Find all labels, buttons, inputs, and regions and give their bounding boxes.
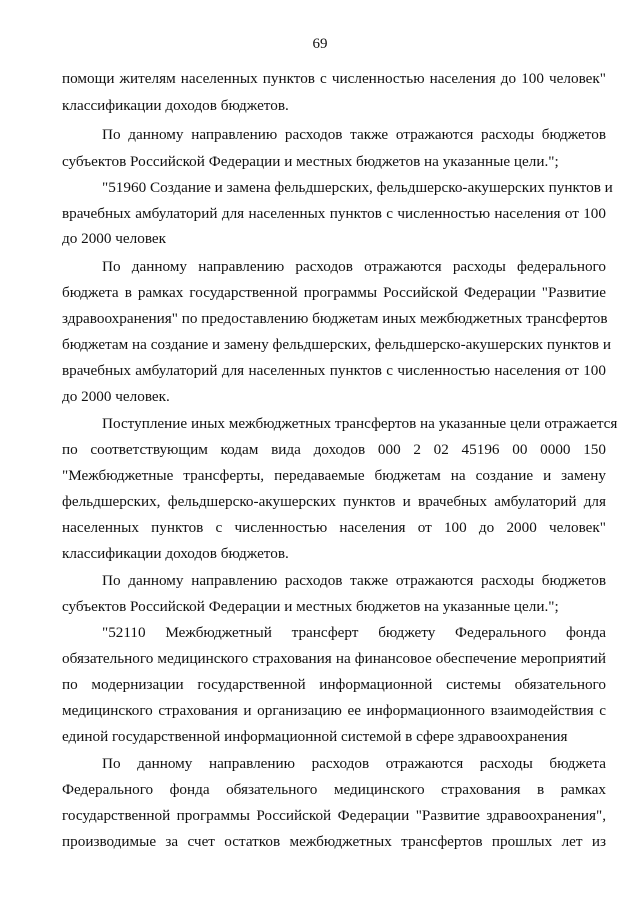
text-line: населенных пунктов с численностью населения от 100 до 2000 человек" [62, 519, 606, 536]
text-line: до 2000 человек. [62, 388, 170, 405]
text-line: врачебных амбулаторий для населенных пунктов с численностью населения от 100 [62, 362, 606, 379]
text-line: По данному направлению расходов также отражаются расходы бюджетов [102, 126, 606, 143]
text-line: врачебных амбулаторий для населенных пунктов с численностью населения от 100 [62, 205, 606, 222]
text-line: Федерального фонда обязательного медицинского страхования в рамках [62, 781, 606, 798]
text-line: субъектов Российской Федерации и местных бюджетов на указанные цели."; [62, 153, 559, 170]
text-line: По данному направлению расходов отражаются расходы бюджета [102, 755, 606, 772]
text-line: по соответствующим кодам вида доходов 000 2 02 45196 00 0000 150 [62, 441, 606, 458]
text-line: единой государственной информационной системой в сфере здравоохранения [62, 728, 568, 745]
text-line: по модернизации государственной информационной системы обязательного [62, 676, 606, 693]
text-line: субъектов Российской Федерации и местных бюджетов на указанные цели."; [62, 598, 559, 615]
text-line: помощи жителям населенных пунктов с численностью населения до 100 человек" [62, 70, 606, 87]
text-line: производимые за счет остатков межбюджетных трансфертов прошлых лет из [62, 833, 606, 850]
page-number: 69 [312, 36, 328, 52]
text-line: По данному направлению расходов отражаются расходы федерального [102, 258, 606, 275]
text-line: медицинского страхования и организацию ее информационного взаимодействия с [62, 702, 606, 719]
text-line: По данному направлению расходов также отражаются расходы бюджетов [102, 572, 606, 589]
text-line: "51960 Создание и замена фельдшерских, фельдшерско-акушерских пунктов и [102, 179, 613, 196]
text-line: классификации доходов бюджетов. [62, 97, 289, 114]
text-line: бюджетам на создание и замену фельдшерских, фельдшерско-акушерских пунктов и [62, 336, 611, 353]
text-line: до 2000 человек [62, 230, 167, 247]
text-line: фельдшерских, фельдшерско-акушерских пунктов и врачебных амбулаторий для [62, 493, 606, 510]
text-line: бюджета в рамках государственной программы Российской Федерации "Развитие [62, 284, 606, 301]
text-line: "Межбюджетные трансферты, передаваемые бюджетам на создание и замену [62, 467, 606, 484]
text-line: "52110 Межбюджетный трансферт бюджету Федерального фонда [102, 624, 606, 641]
text-line: классификации доходов бюджетов. [62, 545, 289, 562]
text-line: обязательного медицинского страхования на финансовое обеспечение мероприятий [62, 650, 606, 667]
text-line: Поступление иных межбюджетных трансфертов на указанные цели отражается [102, 415, 618, 432]
text-line: государственной программы Российской Федерации "Развитие здравоохранения", [62, 807, 606, 824]
text-line: здравоохранения" по предоставлению бюджетам иных межбюджетных трансфертов [62, 310, 608, 327]
